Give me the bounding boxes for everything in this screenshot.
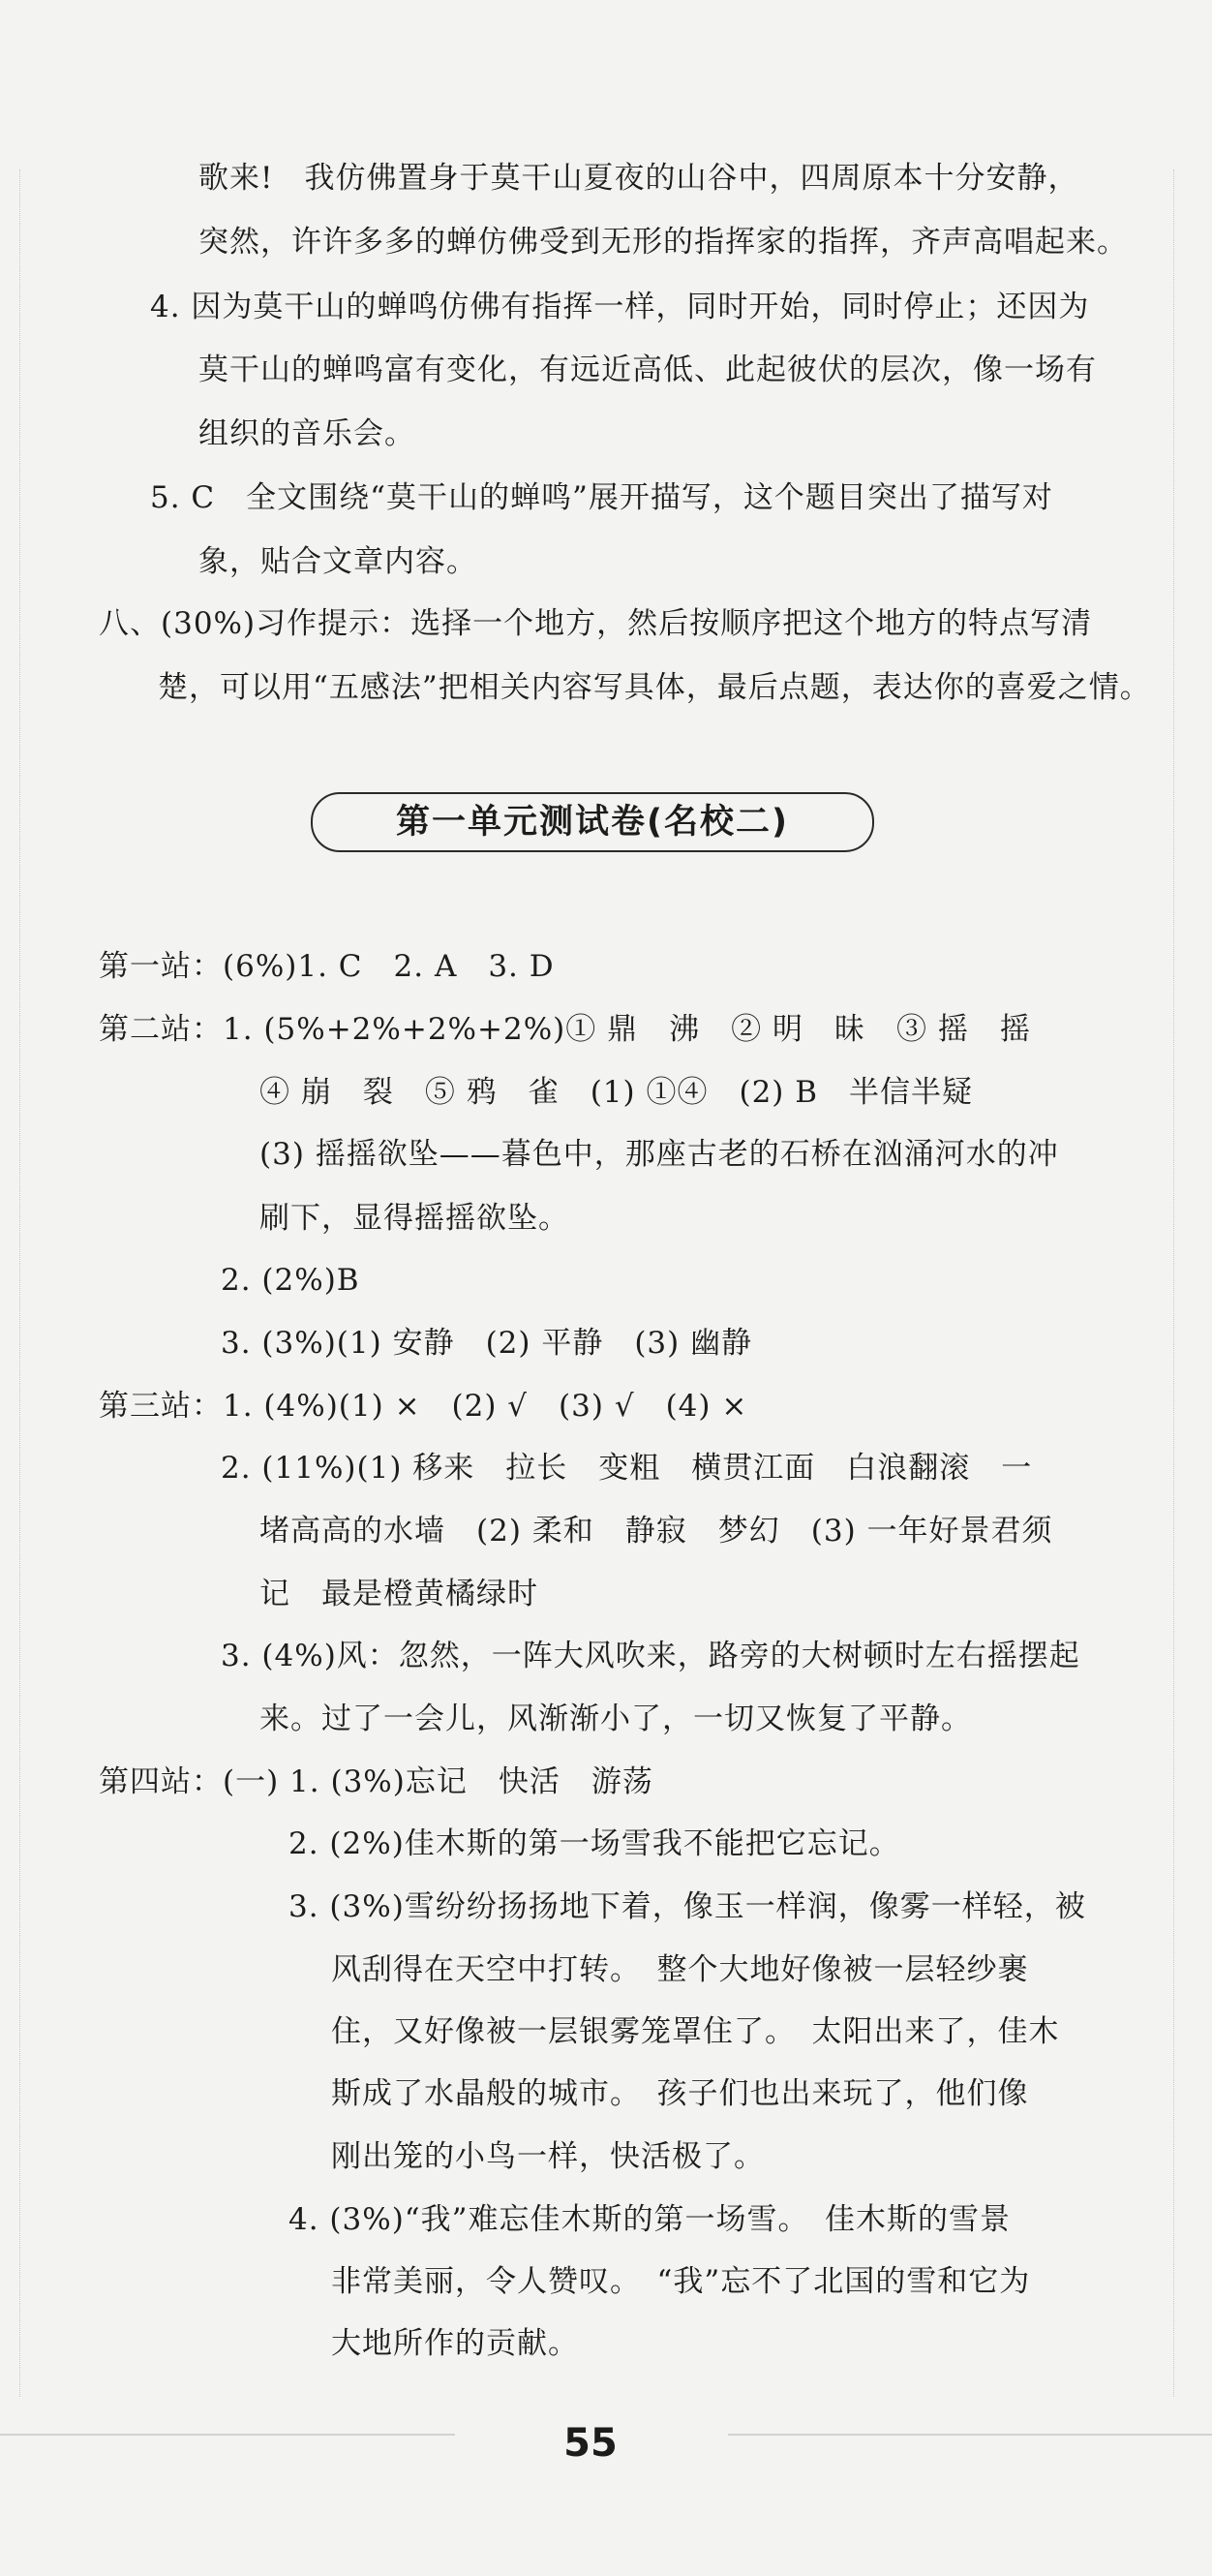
answer-line: 堵高高的水墙 (2) 柔和 静寂 梦幻 (3) 一年好景君须: [259, 1514, 1053, 1549]
answer-line: 来。过了一会儿，风渐渐小了，一切又恢复了平静。: [259, 1702, 972, 1736]
answer-line: 第一站：(6%)1. C 2. A 3. D: [99, 949, 555, 984]
answer-line: 4. (3%)“我”难忘佳木斯的第一场雪。 佳木斯的雪景: [288, 2202, 1011, 2237]
margin-guide-left: [19, 169, 20, 2397]
answer-line: (3) 摇摇欲坠——暮色中，那座古老的石桥在汹涌河水的冲: [259, 1137, 1059, 1172]
answer-line: 4. 因为莫干山的蝉鸣仿佛有指挥一样，同时开始，同时停止；还因为: [150, 290, 1090, 324]
answer-line: 非常美丽，令人赞叹。 “我”忘不了北国的雪和它为: [331, 2264, 1031, 2299]
answer-line: 2. (2%)B: [221, 1263, 360, 1298]
footer-rule-right: [728, 2434, 1212, 2436]
answer-line: 记 最是橙黄橘绿时: [259, 1577, 538, 1611]
answer-line: 组织的音乐会。: [198, 416, 415, 451]
answer-line: 刚出笼的小鸟一样，快活极了。: [331, 2139, 765, 2174]
answer-line: 风刮得在天空中打转。 整个大地好像被一层轻纱裹: [331, 1952, 1029, 1987]
answer-line: 楚，可以用“五感法”把相关内容写具体，最后点题，表达你的喜爱之情。: [158, 670, 1151, 705]
answer-line: 住，又好像被一层银雾笼罩住了。 太阳出来了，佳木: [331, 2014, 1060, 2049]
answer-line: 刷下，显得摇摇欲坠。: [259, 1201, 569, 1236]
answer-line: 5. C 全文围绕“莫干山的蝉鸣”展开描写，这个题目突出了描写对: [150, 480, 1053, 515]
answer-line: 2. (11%)(1) 移来 拉长 变粗 横贯江面 白浪翻滚 一: [221, 1451, 1033, 1486]
answer-line: 3. (3%)(1) 安静 (2) 平静 (3) 幽静: [221, 1326, 753, 1361]
answer-line: 歌来! 我仿佛置身于莫干山夏夜的山谷中，四周原本十分安静，: [198, 161, 1079, 196]
margin-guide-right: [1173, 169, 1174, 2397]
answer-line: 3. (4%)风：忽然，一阵大风吹来，路旁的大树顿时左右摇摆起: [221, 1639, 1080, 1673]
answer-line: 斯成了水晶般的城市。 孩子们也出来玩了，他们像: [331, 2076, 1029, 2111]
answer-line: 八、(30%)习作提示：选择一个地方，然后按顺序把这个地方的特点写清: [99, 606, 1093, 641]
answer-line: 象，贴合文章内容。: [198, 544, 477, 579]
answer-line: 3. (3%)雪纷纷扬扬地下着，像玉一样润，像雾一样轻，被: [288, 1889, 1086, 1924]
answer-line: 第三站：1. (4%)(1) × (2) √ (3) √ (4) ×: [99, 1389, 748, 1424]
answer-line: 莫干山的蝉鸣富有变化，有远近高低、此起彼伏的层次，像一场有: [198, 353, 1097, 387]
answer-line: 大地所作的贡献。: [331, 2326, 579, 2361]
section-title: 第一单元测试卷(名校二): [311, 792, 874, 852]
answer-line: 2. (2%)佳木斯的第一场雪我不能把它忘记。: [288, 1826, 900, 1861]
page-number: 55: [563, 2421, 618, 2466]
answer-line: ④ 崩 裂 ⑤ 鸦 雀 (1) ①④ (2) B 半信半疑: [259, 1075, 974, 1110]
footer-rule-left: [0, 2434, 455, 2436]
answer-line: 第四站：(一) 1. (3%)忘记 快活 游荡: [99, 1764, 653, 1799]
answer-line: 第二站：1. (5%+2%+2%+2%)① 鼎 沸 ② 明 昧 ③ 摇 摇: [99, 1012, 1031, 1047]
answer-line: 突然，许许多多的蝉仿佛受到无形的指挥家的指挥，齐声高唱起来。: [198, 225, 1128, 260]
